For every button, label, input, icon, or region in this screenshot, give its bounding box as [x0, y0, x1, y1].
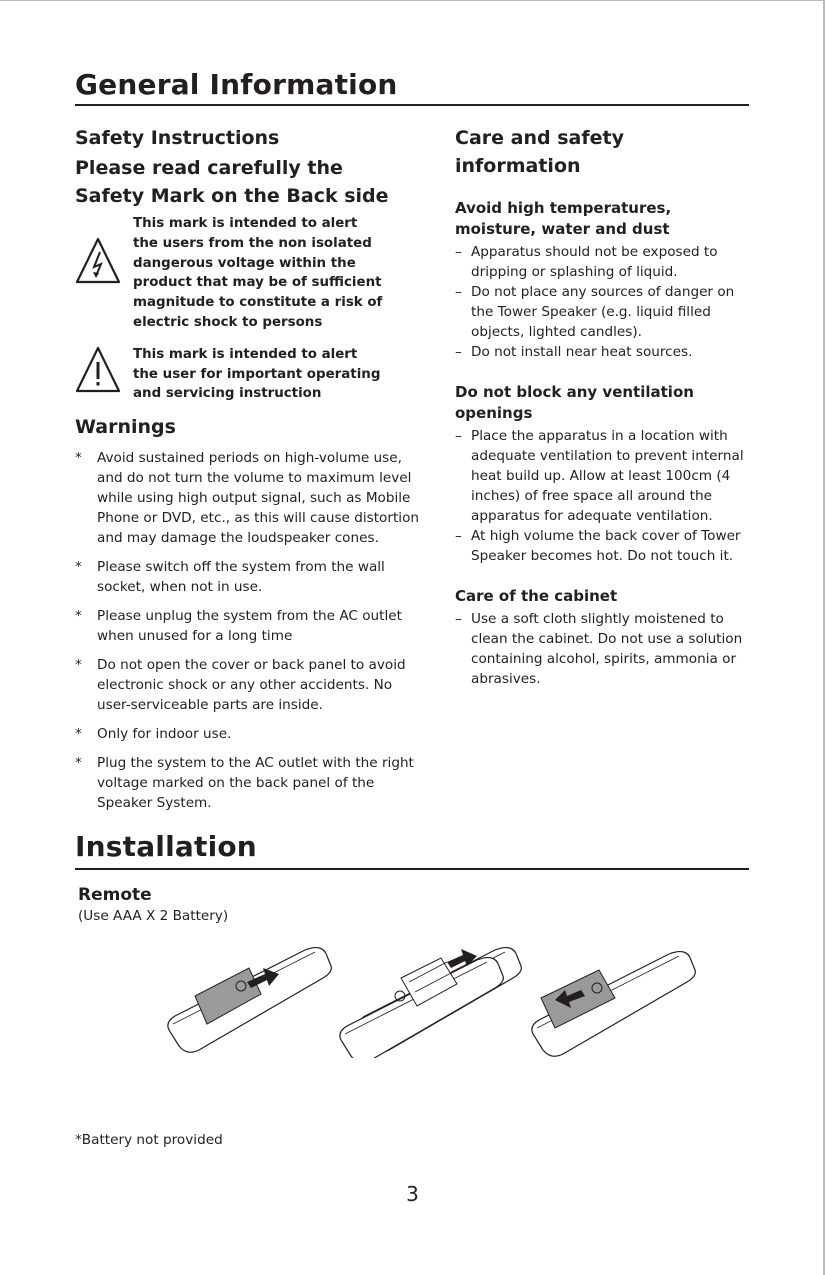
list-item: – Apparatus should not be exposed to dripping or splashing of liquid. [455, 244, 718, 280]
warnings-list [75, 448, 420, 813]
bullet: * [75, 608, 82, 625]
title-divider [75, 104, 749, 106]
care-section-heading: Do not block any ventilation openings [455, 383, 694, 422]
remote-step-2 [340, 948, 521, 1058]
installation-title: Installation [75, 830, 257, 863]
care-safety-heading: Care and safety information [455, 127, 624, 177]
safety-column [75, 124, 420, 822]
list-item: – Place the apparatus in a location with adequate ventilation to prevent internal heat build up. Allow at least 100cm (4 inches) of free space all around the apparatus for adequate ventilation. [455, 428, 744, 524]
warnings-heading: Warnings [75, 416, 176, 439]
remote-battery-illustration [165, 938, 725, 1058]
bullet: * [75, 657, 82, 674]
warning-item: * Please switch off the system from the wall socket, when not in use. [75, 559, 385, 596]
care-list [455, 609, 750, 689]
warning-item: * Please unplug the system from the AC outlet when unused for a long time [75, 608, 402, 645]
read-carefully-line2: Safety Mark on the Back side [75, 185, 389, 207]
safety-instructions-heading: Safety Instructions [75, 127, 280, 149]
list-item: – Do not install near heat sources. [455, 344, 693, 360]
exclamation-warning-icon [75, 345, 125, 399]
care-section-heading: Avoid high temperatures, moisture, water and dust [455, 199, 672, 238]
warning-item: * Avoid sustained periods on high-volume use, and do not turn the volume to maximum level while using high output signal, such as Mobile Phone or DVD, etc., as this will cause distortion and may damage the loudspeaker cones. [75, 450, 420, 547]
care-section [455, 382, 750, 566]
voltage-mark-text: This mark is intended to alert the users from the non isolated dangerous voltage within the product that may be of sufficient magnitude to constitute a risk of electric shock to persons [133, 216, 383, 330]
remote-info [78, 884, 228, 926]
list-item: – Do not place any sources of danger on the Tower Speaker (e.g. liquid filled objects, lighted candles). [455, 284, 735, 340]
list-item: – At high volume the back cover of Tower Speaker becomes hot. Do not touch it. [455, 528, 741, 564]
bullet: * [75, 450, 82, 467]
remote-heading: Remote [78, 885, 152, 905]
care-list [455, 242, 750, 362]
bullet: * [75, 755, 82, 772]
list-item: – Use a soft cloth slightly moistened to clean the cabinet. Do not use a solution containing alcohol, spirits, ammonia or abrasives. [455, 611, 743, 687]
remote-battery-note: (Use AAA X 2 Battery) [78, 908, 229, 924]
care-column [455, 124, 750, 689]
warning-item: * Do not open the cover or back panel to avoid electronic shock or any other accidents. No user-serviceable parts are inside. [75, 657, 406, 714]
read-carefully-line1: Please read carefully the [75, 157, 343, 179]
caution-mark-text: This mark is intended to alert the user for important operating and servicing instruction [133, 346, 381, 402]
care-section [455, 586, 750, 689]
battery-footnote: *Battery not provided [75, 1132, 223, 1148]
page-number: 3 [406, 1182, 419, 1206]
caution-mark-block [75, 345, 420, 404]
bullet: * [75, 559, 82, 576]
bullet: * [75, 726, 82, 743]
voltage-mark-block [75, 214, 420, 333]
general-information-title: General Information [75, 68, 398, 101]
care-list [455, 426, 750, 566]
warning-item: * Only for indoor use. [75, 726, 232, 743]
warning-item: * Plug the system to the AC outlet with the right voltage marked on the back panel of the Speaker System. [75, 755, 414, 812]
remote-step-1 [168, 948, 331, 1053]
care-section [455, 198, 750, 362]
care-section-heading: Care of the cabinet [455, 587, 618, 605]
lightning-warning-icon [75, 236, 125, 290]
installation-divider [75, 868, 749, 870]
remote-step-3 [532, 952, 695, 1057]
